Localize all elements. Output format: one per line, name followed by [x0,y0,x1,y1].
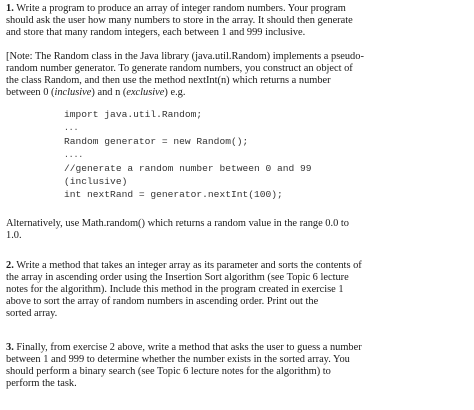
alternative-line-2: 1.0. [6,230,22,242]
note-line-1: [Note: The Random class in the Java library (java.util.Random) implements a pseudo- [6,51,364,62]
exercise-2-line-2: the array in ascending order using the Insertion Sort algorithm (see Topic 6 lecture [6,272,349,284]
alternative-line-1: Alternatively, use Math.random() which returns a random value in the range 0.0 to [6,218,349,229]
exercise-1-number: 1. [6,3,14,14]
exercise-2-line-4: above to sort the array of random numbers in ascending order. Print out the [6,296,319,308]
exercise-2-line-1: 2. Write a method that takes an integer array as its parameter and sorts the contents of [6,260,362,271]
note-line-3: the class Random, and then use the method nextInt(n) which returns a number [6,75,331,87]
code-comment-continuation: (inclusive) [64,176,128,187]
exercise-1-line-2: should ask the user how many numbers to store in the array. It should then generate [6,15,353,27]
exercise-3-line-3: should perform a binary search (see Topic 6 lecture notes for the algorithm) to [6,366,331,378]
code-comment-line: //generate a random number between 0 and 99 [64,163,312,174]
exclusive-term: exclusive [126,87,165,99]
exercise-2 [6,260,468,320]
inclusive-term: inclusive [54,87,92,99]
code-nextrand-line: int nextRand = generator.nextInt(100); [64,189,283,200]
exercise-2-line-3: notes for the algorithm). Include this method in the program created in exercise 1 [6,284,344,296]
exercise-3 [6,342,468,390]
exercise-3-line-2: between 1 and 999 to determine whether the number exists in the sorted array. You [6,354,350,366]
alternative-paragraph [6,218,468,242]
note-line-2: random number generator. To generate random numbers, you construct an object of [6,63,353,75]
note-line-4: between 0 (inclusive) and n (exclusive) e.g. [6,87,186,99]
exercise-3-number: 3. [6,342,14,353]
exercise-1-line-3: and store that many random integers, each between 1 and 999 inclusive. [6,27,306,39]
exercise-2-line-5: sorted array. [6,308,58,320]
note-paragraph [6,51,468,99]
code-ellipsis-2: .... [64,151,84,160]
code-random-line: Random generator = new Random(); [64,136,249,147]
exercise-2-number: 2. [6,260,14,271]
exercise-3-line-4: perform the task. [6,378,77,390]
exercise-1-line-1: 1. Write a program to produce an array of integer random numbers. Your program [6,3,346,14]
exercise-1 [6,3,468,39]
code-import-line: import java.util.Random; [64,109,203,120]
code-ellipsis-1: ... [64,124,79,133]
exercise-3-line-1: 3. Finally, from exercise 2 above, write a method that asks the user to guess a number [6,342,362,353]
